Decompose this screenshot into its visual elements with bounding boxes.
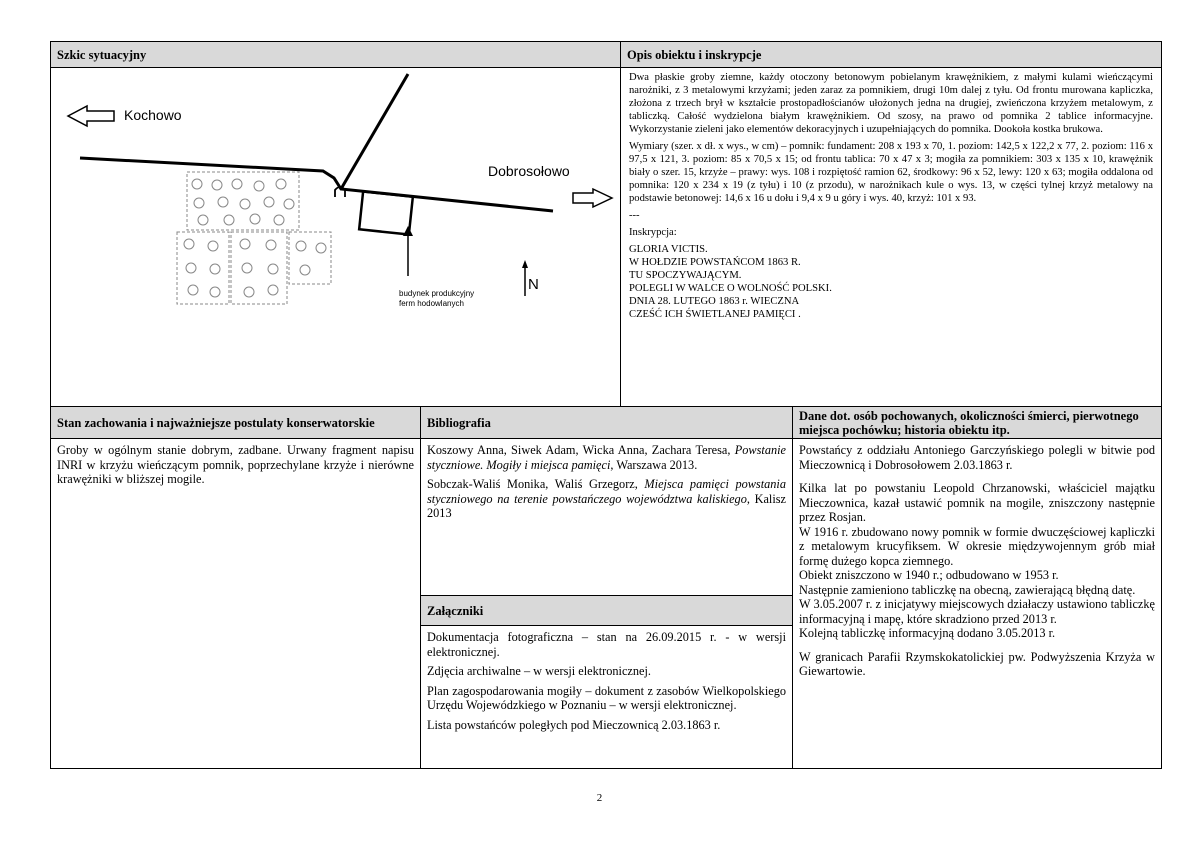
record-table (50, 41, 1162, 769)
condition-header-text: Stan zachowania i najważniejsze postulaty konserwatorskie (57, 415, 375, 430)
description-paragraph-1: Dwa płaskie groby ziemne, każdy otoczony betonowym pobielanym krawężnikiem, z małymi kulami wieńczącymi narożniki, z 3 metalowymi krzyżami; jeden zaraz za pomnikiem, drugi 10m dalej z tyłu. Od frontu murowana kapliczka, złożona z trzech brył w kształcie prostopadłościanów ułożonych jedna na drugiej, zwieńczona krzyżem metalowym, z tabliczką. Całość wydzielona białym krawężnikiem. Od szosy, na prawo od pomnika 2 tablice informacyjne. Wykorzystanie zieleni jako elementów dekoracyjnych i uzupełniających do pomnika. Dookoła kostka brukowa. (629, 72, 1153, 135)
attachment-item: Zdjęcia archiwalne – w wersji elektronicznej. (427, 664, 651, 678)
attachments-header-text: Załączniki (427, 603, 484, 618)
building-label-line2: ferm hodowlanych (399, 299, 464, 308)
tree-plot-upper (187, 172, 299, 230)
bibliography-publication: , Kalisz 2013 (427, 491, 786, 520)
description-separator: --- (629, 210, 640, 221)
inscription-line: TU SPOCZYWAJĄCYM. (629, 270, 742, 281)
production-building (359, 191, 413, 234)
persons-history (799, 481, 1155, 641)
inscription-line: CZEŚĆ ICH ŚWIETLANEJ PAMIĘCI . (629, 309, 801, 320)
description-header-text: Opis obiektu i inskrypcje (627, 47, 762, 62)
description-header (621, 42, 1161, 68)
condition-cell (51, 439, 421, 769)
bibliography-title: Miejsca pamięci powstania styczniowego na terenie powstańczego województwa kaliskiego (427, 477, 787, 506)
condition-text: Groby w ogólnym stanie dobrym, zadbane. Urwany fragment napisu INRI w krzyżu wieńczącym pomnik, poprzechylane krzyże i nierówne krawężniki w bliższej mogile. (57, 443, 414, 486)
inscription-text (629, 243, 1153, 321)
kochowo-label: Kochowo (124, 107, 182, 123)
inscription-label: Inskrypcja: (629, 227, 677, 238)
history-line: W 3.05.2007 r. z inicjatywy miejscowych działaczy ustawiono tabliczkę informacyjną i mapę, które skradziono przed 2013 r. (799, 597, 1155, 626)
north-arrow (522, 260, 539, 296)
page-number: 2 (596, 792, 603, 804)
persons-paragraph-1: Powstańcy z oddziału Antoniego Garczyńskiego polegli w bitwie pod Mieczownicą i Dobrosołowem 2.03.1863 r. (799, 443, 1155, 472)
inscription-line: W HOŁDZIE POWSTAŃCOM 1863 R. (629, 257, 801, 268)
main-road (80, 158, 553, 211)
history-line: Obiekt zniszczono w 1940 r.; odbudowano w 1953 r. (799, 568, 1059, 582)
attachments-cell (421, 626, 793, 769)
history-line: W 1916 r. zbudowano nowy pomnik w formie dwuczęściowej kapliczki z metalowym krucyfiksem. W okresie międzywojennym grób miał formę dużego kopca ziemnego. (799, 524, 1155, 568)
kochowo-arrow (68, 106, 114, 126)
bibliography-authors: Koszowy Anna, Siwek Adam, Wicka Anna, Zachara Teresa, (427, 443, 731, 457)
bibliography-entry (427, 477, 786, 521)
bibliography-header (421, 407, 793, 439)
attachment-item: Dokumentacja fotograficzna – stan na 26.09.2015 r. - w wersji elektronicznej. (427, 630, 786, 659)
bibliography-header-text: Bibliografia (427, 415, 491, 430)
bibliography-cell (421, 439, 793, 596)
attachment-item: Lista powstańców poległych pod Mieczownicą 2.03.1863 r. (427, 717, 721, 732)
sketch-header (51, 42, 621, 68)
bibliography-publication: , Warszawa 2013. (610, 457, 698, 472)
inscription-line: DNIA 28. LUTEGO 1863 r. WIECZNA (629, 296, 800, 307)
bibliography-entry (427, 443, 786, 472)
persons-header-text: Dane dot. osób pochowanych, okoliczności śmierci, pierwotnego miejsca pochówku; historia obiektu itp. (799, 408, 1139, 437)
attachment-item: Plan zagospodarowania mogiły – dokument z zasobów Wielkopolskiego Urzędu Wojewódzkiego w Poznaniu – w wersji elektronicznej. (427, 683, 786, 712)
bibliography-authors: Sobczak-Waliś Monika, Waliś Grzegorz, (427, 477, 638, 491)
persons-paragraph-3: W granicach Parafii Rzymskokatolickiej pw. Podwyższenia Krzyża w Giewartowie. (799, 649, 1155, 678)
attachments-header (421, 596, 793, 626)
bibliography-title: Powstanie styczniowe. Mogiły i miejsca pamięci (427, 443, 786, 472)
history-line: Następnie zamieniono tabliczkę na obecną, zawierającą błędną datę. (799, 582, 1136, 597)
tree-plot-lower (177, 232, 331, 304)
situational-sketch-map (51, 68, 620, 406)
building-label-line1: budynek produkcyjny (399, 289, 475, 298)
sketch-cell (51, 68, 621, 407)
history-line: Kilka lat po powstaniu Leopold Chrzanowski, właściciel majątku Mieczownica, kazał ustawić pomnik na mogile, zniszczony następnie przez Rosjan. (799, 481, 1155, 524)
description-cell (621, 68, 1161, 407)
dobrosolowo-arrow (573, 189, 612, 207)
condition-header (51, 407, 421, 439)
history-line: Kolejną tabliczkę informacyjną dodano 3.05.2013 r. (799, 626, 1056, 640)
inscription-line: GLORIA VICTIS. (629, 244, 708, 255)
dobrosolowo-label: Dobrosołowo (488, 163, 570, 179)
persons-header (793, 407, 1161, 439)
description-dimensions: Wymiary (szer. x dł. x wys., w cm) – pomnik: fundament: 208 x 193 x 70, 1. poziom: 142,5 x 122,2 x 77, 2. poziom: 116 x 97,5 x 121, 3. poziom: 85 x 70,5 x 15; od frontu tablica: 70 x 47 x 3; mogiła za pomnikiem: 303 x 135 x 10, krawężnik biały o szer. 15, krzyże – prawy: wys. 108 i rozpiętość ramion 62, środkowy: 96 x 52, lewy: 120 x 63; mogiła oddalona od pomnika: 120 x 234 x 19 (z tyłu) i 10 (z przodu), w narożnikach kule o wys. 13, w części tylnej krzyż metalowy na podstawie betonowej: 14,6 x 16 u dołu i 9,4 x 9 u góry i wys. 40, krzyż: 101 x 93. (629, 141, 1153, 204)
north-label: N (528, 276, 539, 293)
branch-road (341, 74, 408, 189)
inscription-line: POLEGLI W WALCE O WOLNOŚĆ POLSKI. (629, 283, 832, 294)
sketch-header-text: Szkic sytuacyjny (57, 47, 147, 62)
persons-cell (793, 439, 1161, 769)
